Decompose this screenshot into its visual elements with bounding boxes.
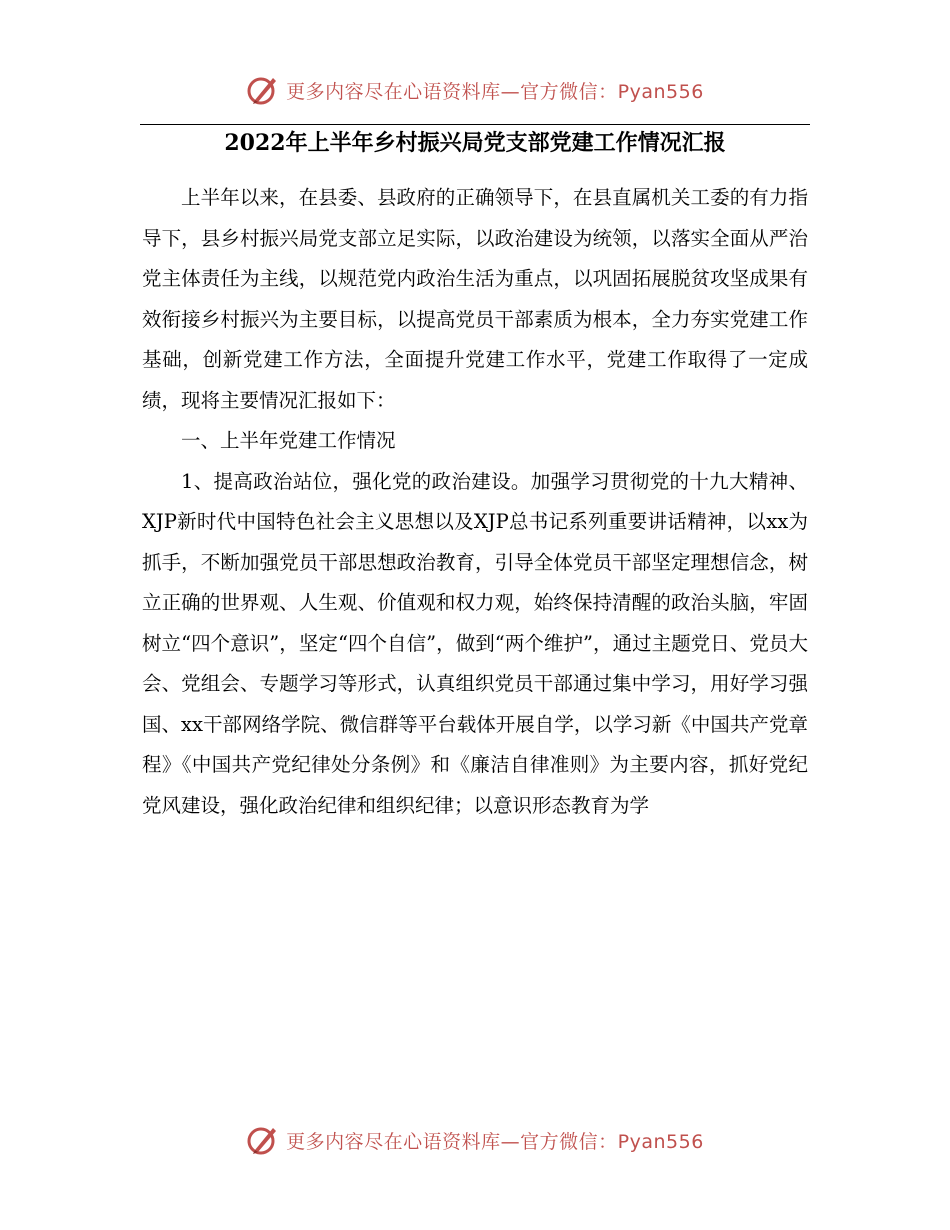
document-body <box>142 178 808 826</box>
section-heading: 一、上半年党建工作情况 <box>181 429 396 452</box>
paragraph-item-1: 1、提高政治站位，强化党的政治建设。加强学习贯彻党的十九大精神、XJP新时代中国特色社会主义思想以及XJP总书记系列重要讲话精神，以xx为抓手，不断加强党员干部思想政治教育，引导全体党员干部坚定理想信念，树立正确的世界观、人生观、价值观和权力观，始终保持清醒的政治头脑，牢固树立“四个意识”，坚定“四个自信”，做到“两个维护”，通过主题党日、党员大会、党组会、专题学习等形式，认真组织党员干部通过集中学习，用好学习强国、xx干部网络学院、微信群等平台载体开展自学，以学习新《中国共产党章程》《中国共产党纪律处分条例》和《廉洁自律准则》为主要内容，抓好党纪党风建设，强化政治纪律和组织纪律；以意识形态教育为学 <box>142 469 808 817</box>
header-rule <box>140 124 810 125</box>
footer-watermark <box>0 1120 950 1160</box>
pen-logo-icon <box>246 1123 280 1157</box>
header-watermark-text: 更多内容尽在心语资料库—官方微信：Pyan556 <box>286 80 704 103</box>
document-title: 2022年上半年乡村振兴局党支部党建工作情况汇报 <box>224 130 726 156</box>
pen-logo-icon <box>246 73 280 107</box>
footer-watermark-text: 更多内容尽在心语资料库—官方微信：Pyan556 <box>286 1130 704 1153</box>
header-watermark <box>0 70 950 110</box>
paragraph-intro: 上半年以来，在县委、县政府的正确领导下，在县直属机关工委的有力指导下，县乡村振兴局党支部立足实际，以政治建设为统领，以落实全面从严治党主体责任为主线，以规范党内政治生活为重点，以巩固拓展脱贫攻坚成果有效衔接乡村振兴为主要目标，以提高党员干部素质为根本，全力夯实党建工作基础，创新党建工作方法，全面提升党建工作水平，党建工作取得了一定成绩，现将主要情况汇报如下： <box>142 186 808 412</box>
